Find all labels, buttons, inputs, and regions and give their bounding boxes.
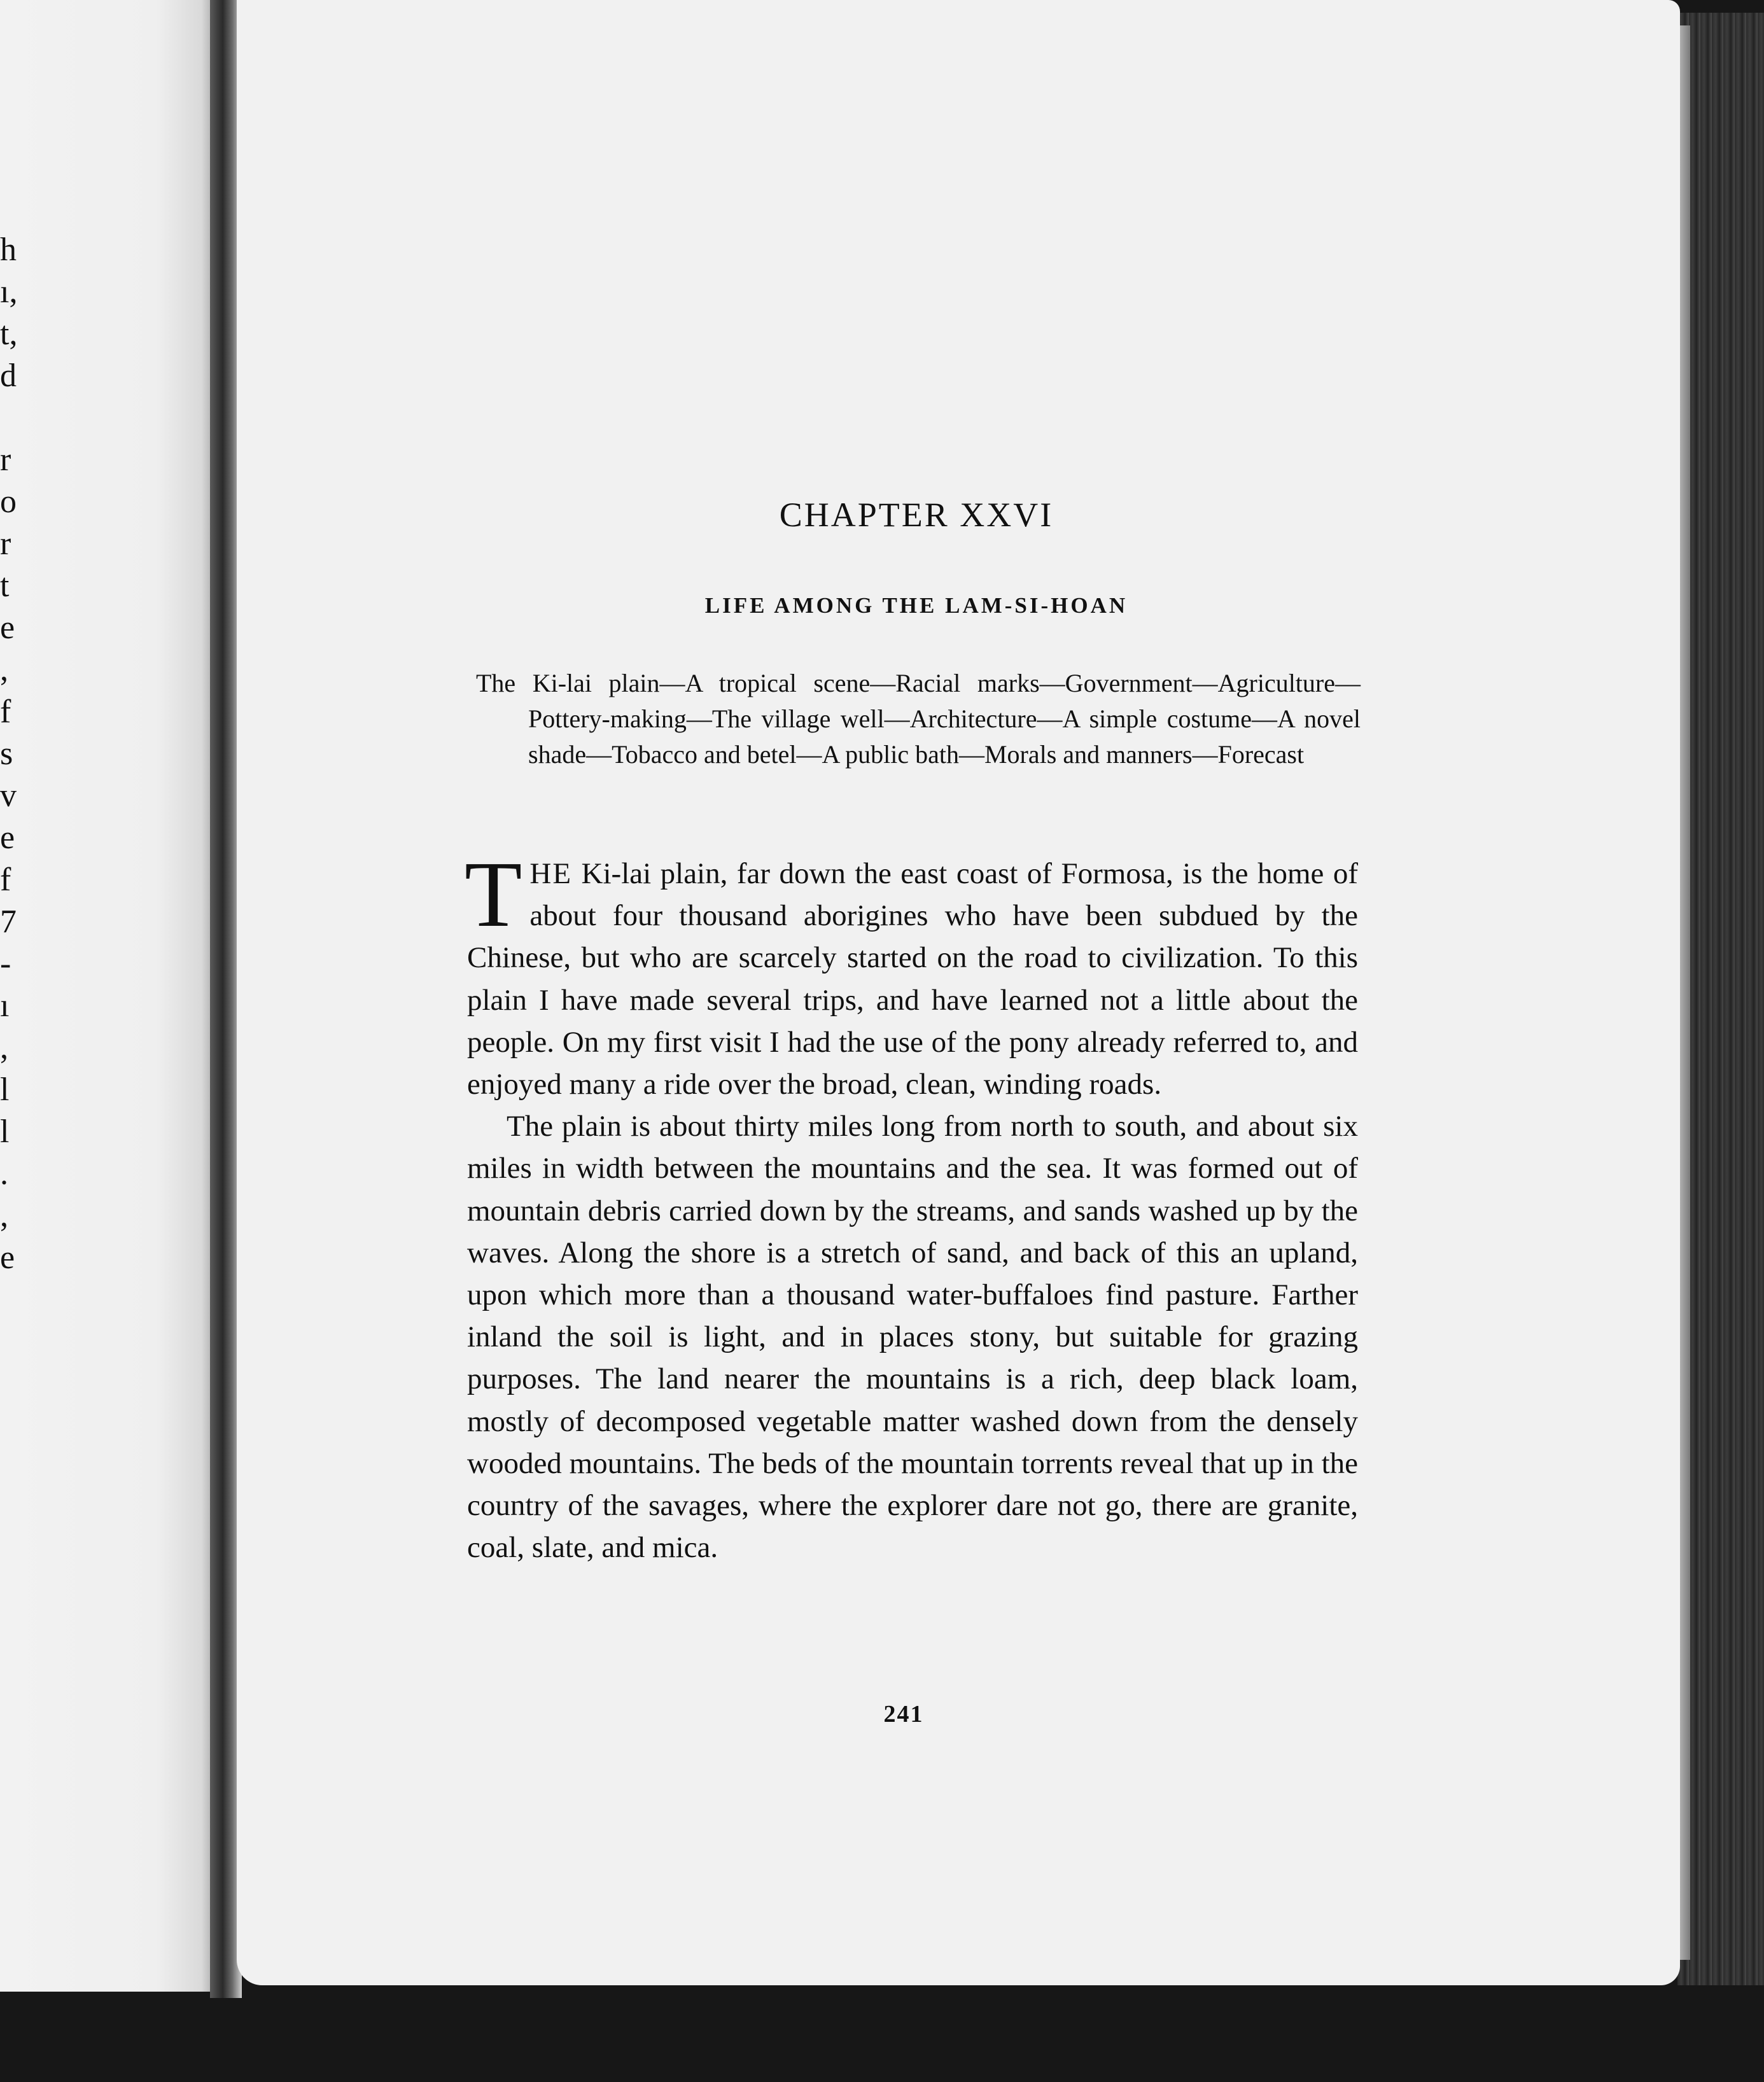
margin-fragment: r xyxy=(0,526,11,562)
margin-fragment: f xyxy=(0,862,11,898)
margin-fragment: , xyxy=(0,1198,8,1234)
left-facing-page xyxy=(0,0,224,1992)
margin-fragment: v xyxy=(0,778,17,814)
margin-fragment: f xyxy=(0,694,11,730)
chapter-title: CHAPTER XXVI xyxy=(779,496,1054,534)
margin-fragment: , xyxy=(0,652,8,688)
margin-fragment: 7 xyxy=(0,904,17,940)
margin-fragment: e xyxy=(0,1240,15,1276)
left-page-margin-fragments xyxy=(0,229,25,1279)
margin-fragment: . xyxy=(0,1156,8,1192)
margin-fragment: h xyxy=(0,232,17,268)
paragraph: The plain is about thirty miles long from north to south, and about six miles in width between the mountains and the sea. It was formed out of mountain debris carried down by the streams, and sands washed up by the waves. Along the shore is a stretch of sand, and back of this an upland, upon which more than a thousand water-buffaloes find pasture. Farther inland the soil is light, and in places stony, but suitable for grazing purposes. The land nearer the mountains is a rich, deep black loam, mostly of decomposed vegetable matter washed down from the densely wooded mountains. The beds of the mountain torrents reveal that up in the country of the savages, where the explorer dare not go, there are granite, coal, slate, and mica. xyxy=(467,1110,1358,1565)
margin-fragment: e xyxy=(0,610,15,646)
margin-fragment xyxy=(0,397,25,439)
page-number: 241 xyxy=(883,1701,924,1728)
chapter-subtitle: LIFE AMONG THE LAM-SI-HOAN xyxy=(704,593,1128,618)
margin-fragment: r xyxy=(0,442,11,478)
margin-fragment: , xyxy=(0,1030,8,1066)
margin-fragment: o xyxy=(0,484,17,520)
margin-fragment: l xyxy=(0,1114,10,1150)
margin-fragment: ı, xyxy=(0,274,18,310)
paragraph-text: Ki-lai plain, far down the east coast of Formosa, is the home of about four thousand aborigines who have been subdued by the Chinese, but who are scarcely started on the road to civilization. To this plain I have made several trips, and have learned not a little about the people. On my first visit I had the use of the pony already referred to, and enjoyed many a ride over the broad, clean, winding roads. xyxy=(467,857,1358,1101)
chapter-synopsis: The Ki-lai plain—A tropical scene—Racial marks—Government—Agriculture—Pottery-making—The village well—Architecture—A simple costume—A novel shade—Tobacco and betel—A public bath—Morals and manners—Forecast xyxy=(476,669,1361,769)
opening-word: HE xyxy=(529,857,573,890)
margin-fragment: - xyxy=(0,946,11,982)
margin-fragment: ı xyxy=(0,988,10,1024)
margin-fragment: l xyxy=(0,1072,10,1108)
margin-fragment: t, xyxy=(0,316,18,352)
margin-fragment: t xyxy=(0,568,10,604)
drop-cap: T xyxy=(465,842,522,947)
margin-fragment: s xyxy=(0,736,13,772)
paragraph xyxy=(465,842,1358,1105)
margin-fragment: e xyxy=(0,820,15,856)
page-stack-edge xyxy=(1677,13,1764,1985)
body-text xyxy=(465,842,1358,1568)
margin-fragment: d xyxy=(0,358,17,394)
